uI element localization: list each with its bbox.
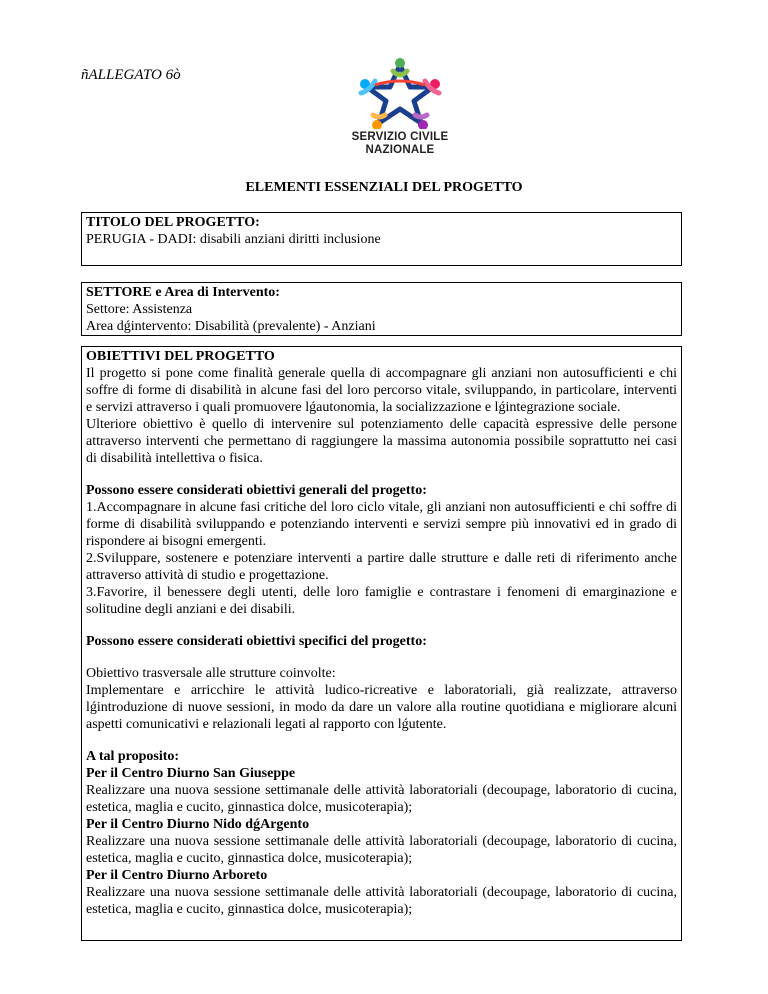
proposito-heading: A tal proposito: (86, 749, 180, 764)
obiettivi-heading: OBIETTIVI DEL PROGETTO (86, 349, 275, 364)
titolo-section (81, 212, 682, 266)
settore-heading: SETTORE e Area di Intervento: (86, 285, 280, 300)
obiettivi-section (81, 346, 682, 941)
centro-2-heading: Per il Centro Diurno Nido dǵArgento (86, 817, 310, 832)
settore-line-1: Settore: Assistenza (86, 302, 193, 317)
document-title: ELEMENTI ESSENZIALI DEL PROGETTO (245, 180, 523, 195)
settore-section (81, 282, 682, 336)
obiettivi-para-2: Ulteriore obiettivo è quello di intervenire sul potenziamento delle capacità espressive delle persone attraverso interventi che permettano di raggiungere la massima autonomia possibile soprattutto nei casi di disabilità intellettiva o fisica. (86, 417, 677, 466)
generali-item-2: 2.Sviluppare, sostenere e potenziare interventi a partire dalle strutture e dalle reti di riferimento anche attraverso attività di studio e progettazione. (86, 551, 677, 583)
generali-heading: Possono essere considerati obiettivi generali del progetto: (86, 483, 427, 498)
generali-item-3: 3.Favorire, il benessere degli utenti, delle loro famiglie e contrastare i fenomeni di emarginazione e solitudine degli anziani e dei disabili. (86, 585, 677, 617)
trasversale-text: Implementare e arricchire le attività ludico-ricreative e laboratoriali, già realizzate, attraverso lǵintroduzione di nuove sessioni, in modo da dare un valore alla routine quotidiana e migliorare alcuni aspetti comunicativi e relazionali legati al rapporto con lǵutente. (86, 683, 677, 732)
centro-2-text: Realizzare una nuova sessione settimanale delle attività laboratoriali (decoupage, laboratorio di cucina, estetica, maglia e cucito, ginnastica dolce, musicoterapia); (86, 834, 677, 866)
servizio-civile-logo (348, 57, 452, 157)
titolo-value: PERUGIA - DADI: disabili anziani diritti inclusione (86, 232, 381, 247)
obiettivi-para-1: Il progetto si pone come finalità generale quella di accompagnare gli anziani non autosufficienti e chi soffre di forme di disabilità in alcune fasi del loro percorso vitale, sviluppando, in particolare, interventi e servizi attraverso i quali promuovere lǵautonomia, la socializzazione e lǵintegrazione sociale. (86, 366, 677, 415)
centro-1-heading: Per il Centro Diurno San Giuseppe (86, 766, 296, 781)
settore-line-2: Area dǵintervento: Disabilità (prevalente) - Anziani (86, 319, 376, 334)
logo-line-1: SERVIZIO CIVILE (351, 131, 449, 143)
logo-line-2: NAZIONALE (365, 144, 435, 156)
allegato-label: ñALLEGATO 6ò (81, 67, 181, 83)
star-people-icon (355, 57, 445, 129)
generali-item-1: 1.Accompagnare in alcune fasi critiche del loro ciclo vitale, gli anziani non autosufficienti e chi soffre di forme di disabilità sviluppando e potenziando interventi e servizi sempre più innovativi ed in grado di rispondere ai bisogni emergenti. (86, 500, 677, 549)
centro-3-text: Realizzare una nuova sessione settimanale delle attività laboratoriali (decoupage, laboratorio di cucina, estetica, maglia e cucito, ginnastica dolce, musicoterapia); (86, 885, 677, 917)
titolo-heading: TITOLO DEL PROGETTO: (86, 215, 260, 230)
trasversale-heading: Obiettivo trasversale alle strutture coinvolte: (86, 666, 336, 681)
centro-3-heading: Per il Centro Diurno Arboreto (86, 868, 268, 883)
specifici-heading: Possono essere considerati obiettivi specifici del progetto: (86, 634, 427, 649)
centro-1-text: Realizzare una nuova sessione settimanale delle attività laboratoriali (decoupage, laboratorio di cucina, estetica, maglia e cucito, ginnastica dolce, musicoterapia); (86, 783, 677, 815)
